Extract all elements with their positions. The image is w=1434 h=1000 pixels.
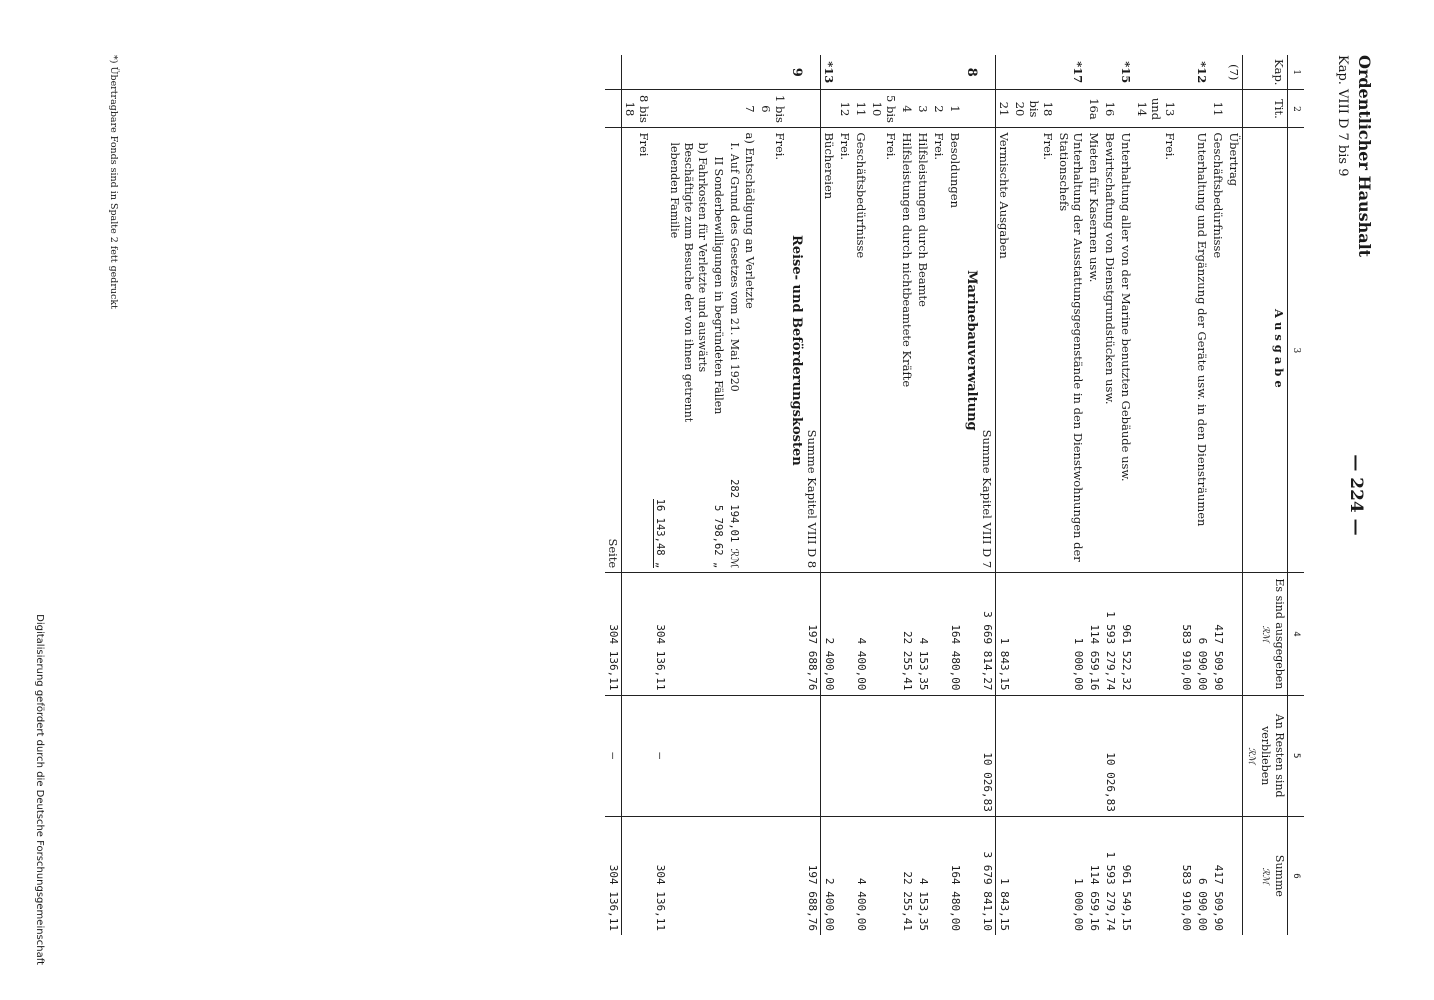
seite-label: Seite xyxy=(605,128,622,573)
amount-ausgegeben: 1 000,00 xyxy=(1056,573,1086,695)
amount-ausgegeben xyxy=(1226,573,1243,695)
amount-reste xyxy=(1012,695,1056,816)
seite-ausgegeben: 304 136,11 xyxy=(605,573,622,695)
amount-summe: 1 593 279,74 xyxy=(1104,851,1117,931)
table-row xyxy=(996,55,1013,935)
kap-cell xyxy=(1012,55,1056,90)
desc-cell: Geschäftsbedürfnisse xyxy=(1210,128,1226,573)
tit-cell xyxy=(1178,90,1194,128)
desc-cell: Büchereien xyxy=(821,128,838,573)
kap-cell xyxy=(947,55,963,90)
amount-summe xyxy=(1134,816,1178,935)
desc-cell: Übertrag xyxy=(1226,128,1243,573)
ausgegeben-header xyxy=(1243,573,1288,695)
tit-cell: 18 bis 20 xyxy=(1012,90,1056,128)
column-header-row xyxy=(1243,55,1288,935)
table-row xyxy=(1210,55,1226,935)
tit-cell: 7 xyxy=(742,90,758,128)
inner-amount: 5 798,62 „ xyxy=(712,505,724,569)
unit-label: ℛℳ xyxy=(1260,625,1270,643)
page-header xyxy=(1324,55,1374,935)
kap-cell xyxy=(869,55,899,90)
table-row xyxy=(915,55,931,935)
budget-table xyxy=(605,55,1304,935)
amount-reste xyxy=(1178,695,1194,816)
tit-cell: 3 xyxy=(915,90,931,128)
desc-cell: Frei. xyxy=(869,128,899,573)
page-number: — 224 — xyxy=(1346,454,1366,536)
amount-reste xyxy=(1086,695,1102,816)
table-row xyxy=(1012,55,1056,935)
amount-summe: 164 480,00 xyxy=(949,864,962,931)
kap-cell: *13 xyxy=(821,55,838,90)
table-row xyxy=(1056,55,1086,935)
page-number-value: 224 xyxy=(1346,477,1366,513)
amount-summe: 114 659,16 xyxy=(1088,864,1101,931)
table-row xyxy=(726,55,742,935)
amount-ausgegeben: 961 522,32 xyxy=(1118,573,1134,695)
amount-summe: 1 843,15 xyxy=(998,878,1011,931)
table-row xyxy=(758,55,788,935)
kap-cell xyxy=(1178,55,1194,90)
col-number: 3 xyxy=(1288,128,1305,573)
table-row xyxy=(1178,55,1194,935)
reste-label: An Resten sind verblieben xyxy=(1259,713,1286,798)
section-title: Marinebauverwaltung xyxy=(963,128,979,573)
amount-ausgegeben: 6 090,00 xyxy=(1194,573,1210,695)
tit-cell: 4 xyxy=(899,90,915,128)
tit-cell: 11 xyxy=(1210,90,1226,128)
sum-ausgegeben: 3 669 814,27 xyxy=(979,573,996,695)
desc-cell: Frei xyxy=(622,128,653,573)
table-row xyxy=(622,55,653,935)
tit-cell: 13 und 14 xyxy=(1134,90,1178,128)
sum-label: Summe Kapitel VIII D 7 xyxy=(979,128,996,573)
kap-cell xyxy=(1086,55,1102,90)
amount-summe xyxy=(931,816,947,935)
tit-cell xyxy=(1194,90,1210,128)
desc-cell: Besoldungen xyxy=(947,128,963,573)
col-number: 5 xyxy=(1288,695,1305,816)
tit-header: Tit. xyxy=(1243,90,1288,128)
amount-reste xyxy=(1210,695,1226,816)
table-row xyxy=(853,55,869,935)
amount-reste xyxy=(947,695,963,816)
reste-header xyxy=(1243,695,1288,816)
table-row xyxy=(1226,55,1243,935)
kap-header: Kap. xyxy=(1243,55,1288,90)
kap-cell xyxy=(996,55,1013,90)
inner-amount: 16 143,48 „ xyxy=(654,498,666,569)
amount-summe xyxy=(869,816,899,935)
section-heading-d9 xyxy=(788,55,804,935)
amount-ausgegeben xyxy=(869,573,899,695)
amount-ausgegeben xyxy=(837,573,853,695)
kap-cell: *15 xyxy=(1118,55,1134,90)
amount-reste xyxy=(1134,695,1178,816)
desc-cell: Hilfsleistungen durch nichtbeamtete Kräfte xyxy=(899,128,915,573)
kap-cell: *12 xyxy=(1194,55,1210,90)
amount-ausgegeben: 304 136,11 xyxy=(652,573,710,695)
section-kap: 8 xyxy=(963,55,979,90)
amount-summe: 583 910,00 xyxy=(1180,864,1193,931)
tit-cell: 16a xyxy=(1086,90,1102,128)
summe-header xyxy=(1243,816,1288,935)
table-row xyxy=(1194,55,1210,935)
kap-cell xyxy=(899,55,915,90)
seite-reste: — xyxy=(605,695,622,816)
tit-cell: 16 xyxy=(1102,90,1118,128)
footnote: *) Übertragbare Fonds sind in Spalte 2 fett gedruckt xyxy=(108,55,119,309)
chapter-d7-rows xyxy=(996,55,1243,935)
table-row xyxy=(1118,55,1134,935)
amount-ausgegeben: 4 153,35 xyxy=(915,573,931,695)
desc-cell: Mieten für Kasernen usw. xyxy=(1086,128,1102,573)
amount-reste xyxy=(869,695,899,816)
inner-amount: 282 194,01 ℛℳ xyxy=(728,479,740,569)
desc-cell: a) Entschädigung an Verletzte xyxy=(742,128,758,573)
tit-cell: 1 xyxy=(947,90,963,128)
desc-subline xyxy=(652,128,710,573)
desc-cell: Frei. xyxy=(758,128,788,573)
table-row xyxy=(1134,55,1178,935)
page-content xyxy=(34,55,1374,965)
amount-summe: 22 255,41 xyxy=(901,871,914,931)
kap-cell xyxy=(1134,55,1178,90)
desc-cell: Frei. xyxy=(837,128,853,573)
sum-ausgegeben: 197 688,76 xyxy=(804,573,821,695)
amount-reste xyxy=(1226,695,1243,816)
kap-cell xyxy=(853,55,869,90)
sum-reste xyxy=(804,695,821,816)
col-number: 1 xyxy=(1288,55,1305,90)
table-row xyxy=(947,55,963,935)
table-row xyxy=(899,55,915,935)
tit-cell xyxy=(1056,90,1086,128)
amount-ausgegeben: 417 509,90 xyxy=(1210,573,1226,695)
desc-cell: Bewirtschaftung von Dienstgrundstücken usw. xyxy=(1102,128,1118,573)
sum-row-d8 xyxy=(804,55,821,935)
tit-cell: 12 xyxy=(837,90,853,128)
amount-ausgegeben: 22 255,41 xyxy=(899,573,915,695)
amount-summe: 304 136,11 xyxy=(654,864,667,931)
desc-cell: Geschäftsbedürfnisse xyxy=(853,128,869,573)
amount-ausgegeben: 1 843,15 xyxy=(996,573,1013,695)
desc-cell: Frei. xyxy=(1134,128,1178,573)
amount-ausgegeben xyxy=(1134,573,1178,695)
ausgegeben-label: Es sind ausgegeben xyxy=(1273,578,1286,690)
summe-label: Summe xyxy=(1273,854,1286,897)
tit-cell: 1 bis 6 xyxy=(758,90,788,128)
amount-reste xyxy=(821,695,838,816)
tit-cell: 5 bis 10 xyxy=(869,90,899,128)
unit-label: ℛℳ xyxy=(1246,747,1256,765)
amount-ausgegeben: 114 659,16 xyxy=(1086,573,1102,695)
seite-row xyxy=(605,55,622,935)
amount-ausgegeben: 583 910,00 xyxy=(1178,573,1194,695)
table-row xyxy=(1086,55,1102,935)
amount-reste xyxy=(899,695,915,816)
kap-cell: *17 xyxy=(1056,55,1086,90)
desc-cell: Unterhaltung aller von der Marine benutzten Gebäude usw. xyxy=(1118,128,1134,573)
document-subtitle: Kap. VIII D 7 bis 9 xyxy=(1335,55,1350,177)
unit-label: ℛℳ xyxy=(1260,867,1270,885)
tit-cell: 2 xyxy=(931,90,947,128)
amount-summe xyxy=(837,816,853,935)
desc-cell: Unterhaltung der Ausstattungsgegenstände in den Dienstwohnungen der Stationschefs xyxy=(1056,128,1086,573)
amount-summe: 417 509,90 xyxy=(1212,864,1225,931)
amount-summe xyxy=(1012,816,1056,935)
sum-row-d7 xyxy=(979,55,996,935)
amount-ausgegeben: 164 480,00 xyxy=(947,573,963,695)
col-number: 4 xyxy=(1288,573,1305,695)
section-kap: 9 xyxy=(788,55,804,90)
kap-cell xyxy=(1102,55,1118,90)
ausgabe-header: Ausgabe xyxy=(1243,128,1288,573)
column-number-row xyxy=(1288,55,1305,935)
amount-summe: 4 400,00 xyxy=(855,878,868,931)
amount-ausgegeben xyxy=(931,573,947,695)
amount-summe: 4 153,35 xyxy=(917,878,930,931)
table-row xyxy=(710,55,726,935)
amount-summe: 1 000,00 xyxy=(1072,878,1085,931)
section-heading-d8 xyxy=(963,55,979,935)
table-row xyxy=(837,55,853,935)
amount-reste xyxy=(837,695,853,816)
amount-summe: 6 090,00 xyxy=(1196,878,1209,931)
desc-cell: Unterhaltung und Ergänzung der Geräte usw. in den Diensträumen xyxy=(1194,128,1210,573)
amount-reste xyxy=(1118,695,1134,816)
amount-reste xyxy=(915,695,931,816)
tit-cell xyxy=(821,90,838,128)
col-number: 6 xyxy=(1288,816,1305,935)
desc-cell xyxy=(1178,128,1194,573)
desc-cell: Frei. xyxy=(931,128,947,573)
amount-reste xyxy=(1194,695,1210,816)
table-row xyxy=(821,55,838,935)
tit-cell: 8 bis 18 xyxy=(622,90,653,128)
kap-cell xyxy=(837,55,853,90)
table-row xyxy=(869,55,899,935)
section-title: Reise- und Beförderungskosten xyxy=(788,128,804,573)
kap-cell xyxy=(931,55,947,90)
amount-reste: — xyxy=(652,695,710,816)
tit-cell xyxy=(1118,90,1134,128)
table-row xyxy=(742,55,758,935)
amount-reste xyxy=(996,695,1013,816)
subline-text: II Sonderbewilligungen in begründeten Fällen xyxy=(712,156,725,415)
amount-reste xyxy=(853,695,869,816)
desc-cell: Hilfsleistungen durch Beamte xyxy=(915,128,931,573)
kap-cell xyxy=(915,55,931,90)
amount-summe: 2 400,00 xyxy=(823,878,836,931)
table-row xyxy=(652,55,710,935)
amount-ausgegeben: 4 400,00 xyxy=(853,573,869,695)
table-row xyxy=(1102,55,1118,935)
sum-reste: 10 026,83 xyxy=(979,695,996,816)
amount-reste xyxy=(931,695,947,816)
table-row xyxy=(931,55,947,935)
desc-cell: Vermischte Ausgaben xyxy=(996,128,1013,573)
seite-summe: 304 136,11 xyxy=(605,816,622,935)
col-number: 2 xyxy=(1288,90,1305,128)
amount-ausgegeben xyxy=(1012,573,1056,695)
dfg-credit: Digitalisierung gefördert durch die Deutsche Forschungsgemeinschaft xyxy=(34,614,45,965)
subline-text: I. Auf Grund des Gesetzes vom 21. Mai 1920 xyxy=(728,142,741,392)
amount-reste xyxy=(1056,695,1086,816)
subline-text: b) Fahrkosten für Verletzte und auswärts Beschäftigte zum Besuche der von ihnen getrennt lebenden Familie xyxy=(668,142,709,423)
sum-summe: 197 688,76 xyxy=(804,816,821,935)
amount-ausgegeben: 2 400,00 xyxy=(821,573,838,695)
amount-summe: 961 549,15 xyxy=(1120,864,1133,931)
desc-subline xyxy=(726,128,742,573)
tit-cell: 11 xyxy=(853,90,869,128)
amount-ausgegeben: 1 593 279,74 xyxy=(1102,573,1118,695)
sum-summe: 3 679 841,10 xyxy=(979,816,996,935)
kap-cell xyxy=(1210,55,1226,90)
sum-label: Summe Kapitel VIII D 8 xyxy=(804,128,821,573)
desc-cell: Frei. xyxy=(1012,128,1056,573)
amount-reste: 10 026,83 xyxy=(1102,695,1118,816)
tit-cell xyxy=(1226,90,1243,128)
tit-cell: 21 xyxy=(996,90,1013,128)
chapter-d8-rows xyxy=(821,55,964,935)
desc-subline xyxy=(710,128,726,573)
amount-summe xyxy=(1226,816,1243,935)
document-title: Ordentlicher Haushalt xyxy=(1355,55,1374,258)
kap-cell: (7) xyxy=(1226,55,1243,90)
